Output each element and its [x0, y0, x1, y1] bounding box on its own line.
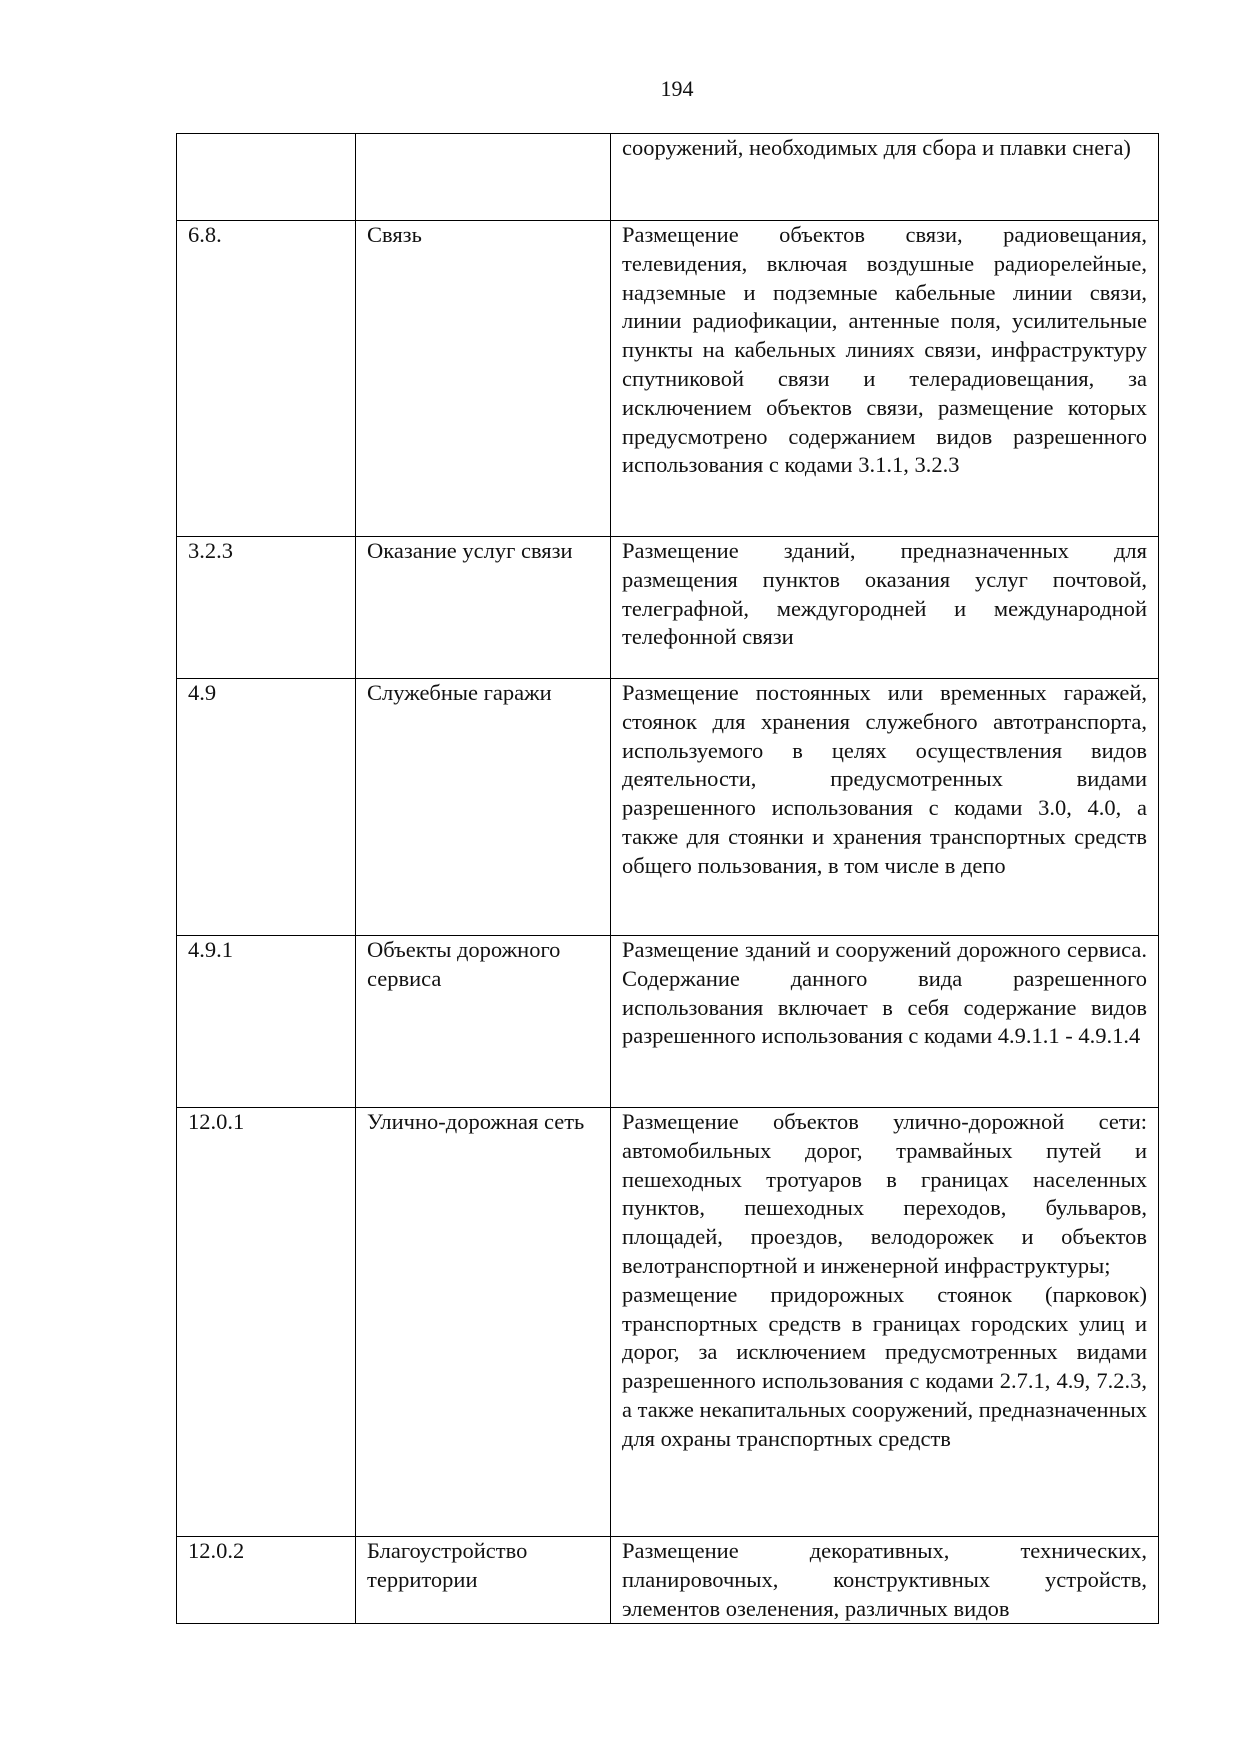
name-cell: Оказание услуг связи	[356, 537, 611, 679]
table-row	[177, 134, 1159, 221]
table-row	[177, 1108, 1159, 1537]
land-use-table	[176, 133, 1159, 1624]
description-text: сооружений, необходимых для сбора и плавки снега)	[622, 135, 1131, 160]
description-text: Размещение объектов связи, радиовещания, телевидения, включая воздушные радиорелейные, надземные и подземные кабельные линии связи, линии радиофикации, антенные поля, усилительные пункты на кабельных линиях связи, инфраструктуру спутниковой связи и телерадиовещания, за исключением объектов связи, размещение которых предусмотрено содержанием видов разрешенного использования с кодами 3.1.1, 3.2.3	[622, 222, 1147, 478]
description-cell	[611, 134, 1159, 221]
table-row	[177, 679, 1159, 936]
name-cell: Объекты дорожного сервиса	[356, 936, 611, 1108]
code-cell: 3.2.3	[177, 537, 356, 679]
description-text: Размещение постоянных или временных гаражей, стоянок для хранения служебного автотранспорта, используемого в целях осуществления видов деятельности, предусмотренных видами разрешенного использования с кодами 3.0, 4.0, а также для стоянки и хранения транспортных средств общего пользования, в том числе в депо	[622, 680, 1147, 878]
name-cell: Благоустройство территории	[356, 1537, 611, 1624]
description-cell	[611, 537, 1159, 679]
description-text: Размещение зданий, предназначенных для размещения пунктов оказания услуг почтовой, телеграфной, междугородней и международной телефонной связи	[622, 538, 1147, 650]
table-row	[177, 221, 1159, 537]
description-cell	[611, 221, 1159, 537]
description-text: Размещение декоративных, технических, планировочных, конструктивных устройств, элементов озеленения, различных видов	[622, 1538, 1147, 1621]
code-cell	[177, 134, 356, 221]
name-cell: Связь	[356, 221, 611, 537]
code-cell: 4.9	[177, 679, 356, 936]
description-text: Размещение зданий и сооружений дорожного сервиса. Содержание данного вида разрешенного использования включает в себя содержание видов разрешенного использования с кодами 4.9.1.1 - 4.9.1.4	[622, 937, 1147, 1049]
description-cell	[611, 936, 1159, 1108]
code-cell: 6.8.	[177, 221, 356, 537]
page-number: 194	[660, 76, 694, 101]
name-cell	[356, 134, 611, 221]
description-cell	[611, 1537, 1159, 1624]
table-row	[177, 537, 1159, 679]
name-cell: Служебные гаражи	[356, 679, 611, 936]
name-cell: Улично-дорожная сеть	[356, 1108, 611, 1537]
code-cell: 12.0.1	[177, 1108, 356, 1537]
description-cell	[611, 1108, 1159, 1537]
table-row	[177, 936, 1159, 1108]
description-text: размещение придорожных стоянок (парковок) транспортных средств в границах городских улиц и дорог, за исключением предусмотренных видами разрешенного использования с кодами 2.7.1, 4.9, 7.2.3, а также некапитальных сооружений, предназначенных для охраны транспортных средств	[622, 1281, 1147, 1451]
description-text: Размещение объектов улично-дорожной сети: автомобильных дорог, трамвайных путей и пешеходных тротуаров в границах населенных пунктов, пешеходных переходов, бульваров, площадей, проездов, велодорожек и объектов велотранспортной и инженерной инфраструктуры;	[622, 1109, 1147, 1278]
code-cell: 12.0.2	[177, 1537, 356, 1624]
description-cell	[611, 679, 1159, 936]
code-cell: 4.9.1	[177, 936, 356, 1108]
table-row	[177, 1537, 1159, 1624]
